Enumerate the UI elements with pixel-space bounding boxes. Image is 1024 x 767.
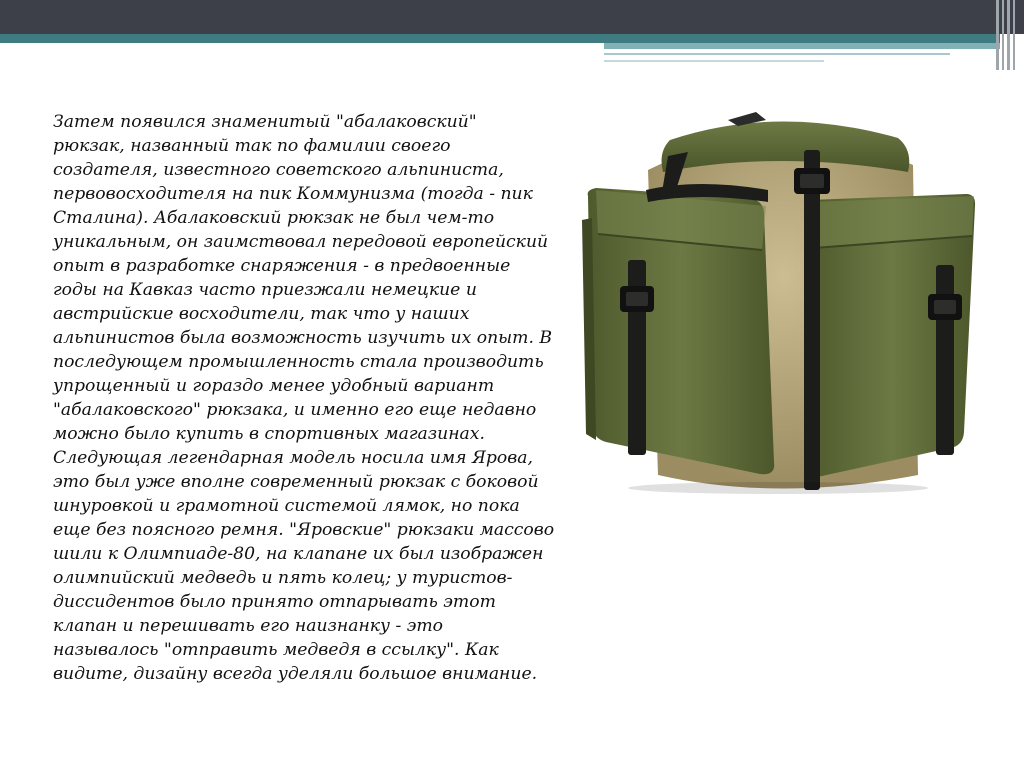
text-line: видите, дизайну всегда уделяли большое внимание. — [53, 664, 538, 684]
text-line: первовосходителя на пик Коммунизма (тогда - пик — [53, 184, 533, 204]
accent-line-short — [604, 60, 824, 62]
text-line: уникальным, он заимствовал передовой европейский — [53, 232, 549, 252]
text-line: Затем появился знаменитый "абалаковский" — [53, 112, 477, 132]
text-line: это был уже вполне современный рюкзак с боковой — [53, 472, 539, 492]
text-line: шнуровкой и грамотной системой лямок, но пока — [53, 496, 520, 516]
text-line: последующем промышленность стала производить — [53, 352, 544, 372]
text-line: опыт в разработке снаряжения - в предвоенные — [53, 256, 511, 276]
text-line: диссидентов было принято отпарывать этот — [53, 592, 496, 612]
text-line: шили к Олимпиаде-80, на клапане их был изображен — [53, 544, 544, 564]
text-line: "абалаковского" рюкзака, и именно его еще недавно — [53, 400, 537, 420]
text-line: альпинистов была возможность изучить их опыт. В — [53, 328, 553, 348]
text-line: можно было купить в спортивных магазинах. — [53, 424, 485, 444]
text-line: Сталина). Абалаковский рюкзак не был чем-то — [53, 208, 495, 228]
text-line: клапан и перешивать его наизнанку - это — [53, 616, 444, 636]
text-line: годы на Кавказ часто приезжали немецкие и — [53, 280, 477, 300]
text-line: олимпийский медведь и пять колец; у туристов- — [53, 568, 513, 588]
accent-stripe-light — [604, 43, 1000, 49]
accent-stripe — [0, 34, 1000, 43]
text-line: еще без поясного ремня. "Яровские" рюкзаки массово — [53, 520, 555, 540]
text-line: называлось "отправить медведя в ссылку". Как — [53, 640, 499, 660]
text-line: упрощенный и гораздо менее удобный вариант — [53, 376, 495, 396]
backpack-icon — [578, 110, 980, 495]
text-line: создателя, известного советского альпиниста, — [53, 160, 504, 180]
accent-line — [604, 53, 950, 55]
edge-lines — [994, 0, 1024, 70]
header-bar — [0, 0, 1024, 34]
text-line: рюкзак, названный так по фамилии своего — [53, 136, 451, 156]
text-line: Следующая легендарная модель носила имя Ярова, — [53, 448, 533, 468]
text-line: австрийские восходители, так что у наших — [53, 304, 470, 324]
backpack-image — [578, 110, 980, 495]
body-paragraph — [53, 110, 568, 686]
